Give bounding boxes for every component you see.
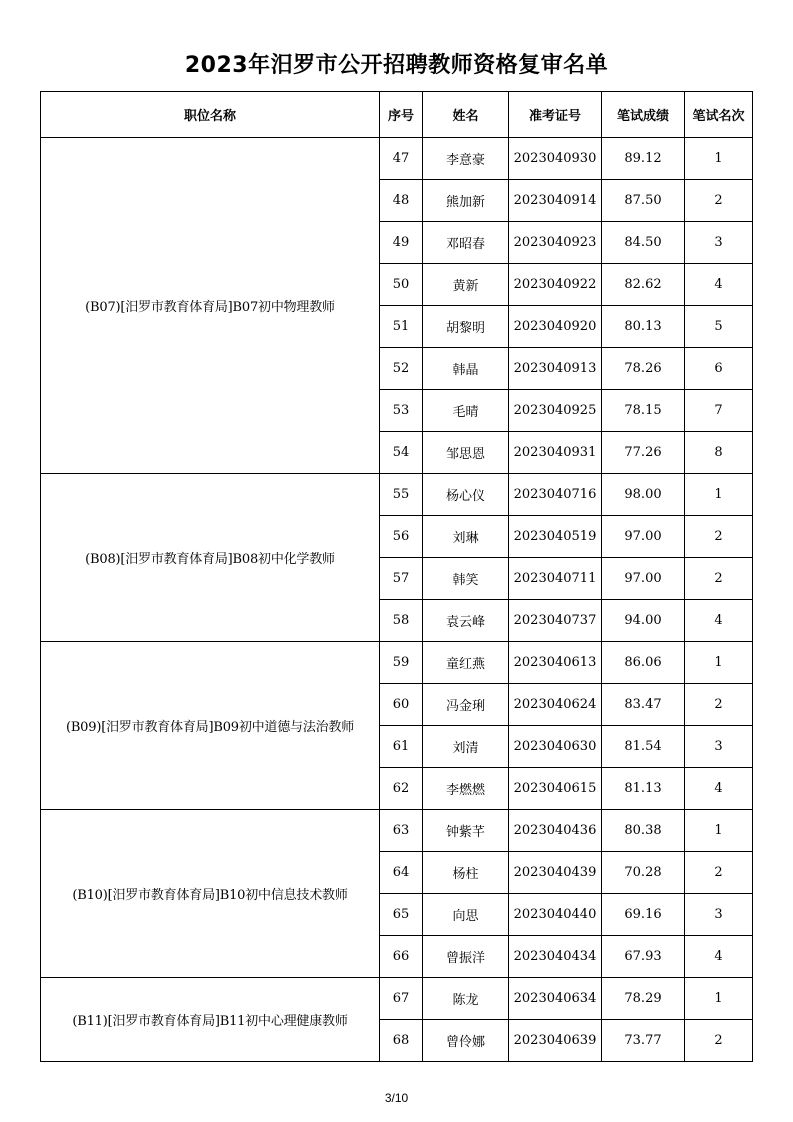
rank-cell: 2 xyxy=(685,684,753,726)
name-cell: 向思 xyxy=(423,894,509,936)
score-cell: 80.13 xyxy=(602,306,685,348)
rank-cell: 1 xyxy=(685,978,753,1020)
score-cell: 89.12 xyxy=(602,138,685,180)
name-cell: 曾伶娜 xyxy=(423,1020,509,1062)
name-cell: 胡黎明 xyxy=(423,306,509,348)
header-seq: 序号 xyxy=(380,92,423,138)
name-cell: 邹思恩 xyxy=(423,432,509,474)
seq-cell: 54 xyxy=(380,432,423,474)
score-cell: 78.26 xyxy=(602,348,685,390)
name-cell: 杨心仪 xyxy=(423,474,509,516)
seq-cell: 55 xyxy=(380,474,423,516)
rank-cell: 2 xyxy=(685,516,753,558)
seq-cell: 64 xyxy=(380,852,423,894)
page-title: 2023年汨罗市公开招聘教师资格复审名单 xyxy=(184,53,609,78)
score-cell: 78.29 xyxy=(602,978,685,1020)
ticket-cell: 2023040624 xyxy=(509,684,602,726)
rank-cell: 3 xyxy=(685,726,753,768)
seq-cell: 65 xyxy=(380,894,423,936)
name-cell: 杨柱 xyxy=(423,852,509,894)
ticket-cell: 2023040922 xyxy=(509,264,602,306)
rank-cell: 7 xyxy=(685,390,753,432)
ticket-cell: 2023040439 xyxy=(509,852,602,894)
seq-cell: 60 xyxy=(380,684,423,726)
seq-cell: 50 xyxy=(380,264,423,306)
name-cell: 韩笑 xyxy=(423,558,509,600)
name-cell: 曾振洋 xyxy=(423,936,509,978)
seq-cell: 66 xyxy=(380,936,423,978)
ticket-cell: 2023040931 xyxy=(509,432,602,474)
rank-cell: 3 xyxy=(685,222,753,264)
name-cell: 熊加新 xyxy=(423,180,509,222)
ticket-cell: 2023040434 xyxy=(509,936,602,978)
score-cell: 69.16 xyxy=(602,894,685,936)
position-cell: (B11)[汨罗市教育体育局]B11初中心理健康教师 xyxy=(41,978,380,1062)
name-cell: 陈龙 xyxy=(423,978,509,1020)
ticket-cell: 2023040716 xyxy=(509,474,602,516)
seq-cell: 61 xyxy=(380,726,423,768)
table-row xyxy=(41,642,753,684)
rank-cell: 8 xyxy=(685,432,753,474)
score-cell: 78.15 xyxy=(602,390,685,432)
rank-cell: 2 xyxy=(685,180,753,222)
header-rank: 笔试名次 xyxy=(685,92,753,138)
ticket-cell: 2023040519 xyxy=(509,516,602,558)
ticket-cell: 2023040737 xyxy=(509,600,602,642)
score-cell: 77.26 xyxy=(602,432,685,474)
seq-cell: 47 xyxy=(380,138,423,180)
header-name: 姓名 xyxy=(423,92,509,138)
name-cell: 黄新 xyxy=(423,264,509,306)
rank-cell: 1 xyxy=(685,474,753,516)
ticket-cell: 2023040440 xyxy=(509,894,602,936)
name-cell: 刘琳 xyxy=(423,516,509,558)
ticket-cell: 2023040634 xyxy=(509,978,602,1020)
name-cell: 钟紫芊 xyxy=(423,810,509,852)
rank-cell: 1 xyxy=(685,810,753,852)
position-cell: (B09)[汨罗市教育体育局]B09初中道德与法治教师 xyxy=(41,642,380,810)
page-number: 3/10 xyxy=(384,1091,409,1105)
name-cell: 韩晶 xyxy=(423,348,509,390)
seq-cell: 63 xyxy=(380,810,423,852)
rank-cell: 1 xyxy=(685,642,753,684)
rank-cell: 2 xyxy=(685,558,753,600)
rank-cell: 4 xyxy=(685,768,753,810)
seq-cell: 49 xyxy=(380,222,423,264)
table-body xyxy=(41,138,753,1062)
seq-cell: 52 xyxy=(380,348,423,390)
seq-cell: 53 xyxy=(380,390,423,432)
name-cell: 李燃燃 xyxy=(423,768,509,810)
rank-cell: 4 xyxy=(685,936,753,978)
ticket-cell: 2023040913 xyxy=(509,348,602,390)
rank-cell: 1 xyxy=(685,138,753,180)
header-score: 笔试成绩 xyxy=(602,92,685,138)
candidate-table xyxy=(40,91,753,1062)
ticket-cell: 2023040613 xyxy=(509,642,602,684)
ticket-cell: 2023040615 xyxy=(509,768,602,810)
rank-cell: 4 xyxy=(685,600,753,642)
position-cell: (B08)[汨罗市教育体育局]B08初中化学教师 xyxy=(41,474,380,642)
seq-cell: 58 xyxy=(380,600,423,642)
header-ticket: 准考证号 xyxy=(509,92,602,138)
name-cell: 袁云峰 xyxy=(423,600,509,642)
rank-cell: 2 xyxy=(685,1020,753,1062)
score-cell: 98.00 xyxy=(602,474,685,516)
ticket-cell: 2023040711 xyxy=(509,558,602,600)
score-cell: 94.00 xyxy=(602,600,685,642)
table-header xyxy=(41,92,753,138)
score-cell: 82.62 xyxy=(602,264,685,306)
ticket-cell: 2023040914 xyxy=(509,180,602,222)
score-cell: 81.54 xyxy=(602,726,685,768)
rank-cell: 5 xyxy=(685,306,753,348)
ticket-cell: 2023040436 xyxy=(509,810,602,852)
rank-cell: 3 xyxy=(685,894,753,936)
score-cell: 83.47 xyxy=(602,684,685,726)
rank-cell: 4 xyxy=(685,264,753,306)
ticket-cell: 2023040923 xyxy=(509,222,602,264)
score-cell: 70.28 xyxy=(602,852,685,894)
score-cell: 97.00 xyxy=(602,516,685,558)
name-cell: 毛晴 xyxy=(423,390,509,432)
seq-cell: 57 xyxy=(380,558,423,600)
seq-cell: 48 xyxy=(380,180,423,222)
name-cell: 刘清 xyxy=(423,726,509,768)
seq-cell: 67 xyxy=(380,978,423,1020)
score-cell: 81.13 xyxy=(602,768,685,810)
table-row xyxy=(41,474,753,516)
name-cell: 李意豪 xyxy=(423,138,509,180)
table-row xyxy=(41,810,753,852)
header-row xyxy=(41,92,753,138)
table-row xyxy=(41,138,753,180)
rank-cell: 6 xyxy=(685,348,753,390)
seq-cell: 59 xyxy=(380,642,423,684)
ticket-cell: 2023040630 xyxy=(509,726,602,768)
score-cell: 73.77 xyxy=(602,1020,685,1062)
header-position: 职位名称 xyxy=(41,92,380,138)
position-cell: (B07)[汨罗市教育体育局]B07初中物理教师 xyxy=(41,138,380,474)
score-cell: 80.38 xyxy=(602,810,685,852)
score-cell: 97.00 xyxy=(602,558,685,600)
table-row xyxy=(41,978,753,1020)
ticket-cell: 2023040639 xyxy=(509,1020,602,1062)
seq-cell: 56 xyxy=(380,516,423,558)
seq-cell: 51 xyxy=(380,306,423,348)
name-cell: 童红燕 xyxy=(423,642,509,684)
score-cell: 67.93 xyxy=(602,936,685,978)
name-cell: 冯金琍 xyxy=(423,684,509,726)
ticket-cell: 2023040930 xyxy=(509,138,602,180)
ticket-cell: 2023040925 xyxy=(509,390,602,432)
seq-cell: 62 xyxy=(380,768,423,810)
seq-cell: 68 xyxy=(380,1020,423,1062)
rank-cell: 2 xyxy=(685,852,753,894)
name-cell: 邓昭春 xyxy=(423,222,509,264)
ticket-cell: 2023040920 xyxy=(509,306,602,348)
score-cell: 84.50 xyxy=(602,222,685,264)
score-cell: 87.50 xyxy=(602,180,685,222)
score-cell: 86.06 xyxy=(602,642,685,684)
position-cell: (B10)[汨罗市教育体育局]B10初中信息技术教师 xyxy=(41,810,380,978)
